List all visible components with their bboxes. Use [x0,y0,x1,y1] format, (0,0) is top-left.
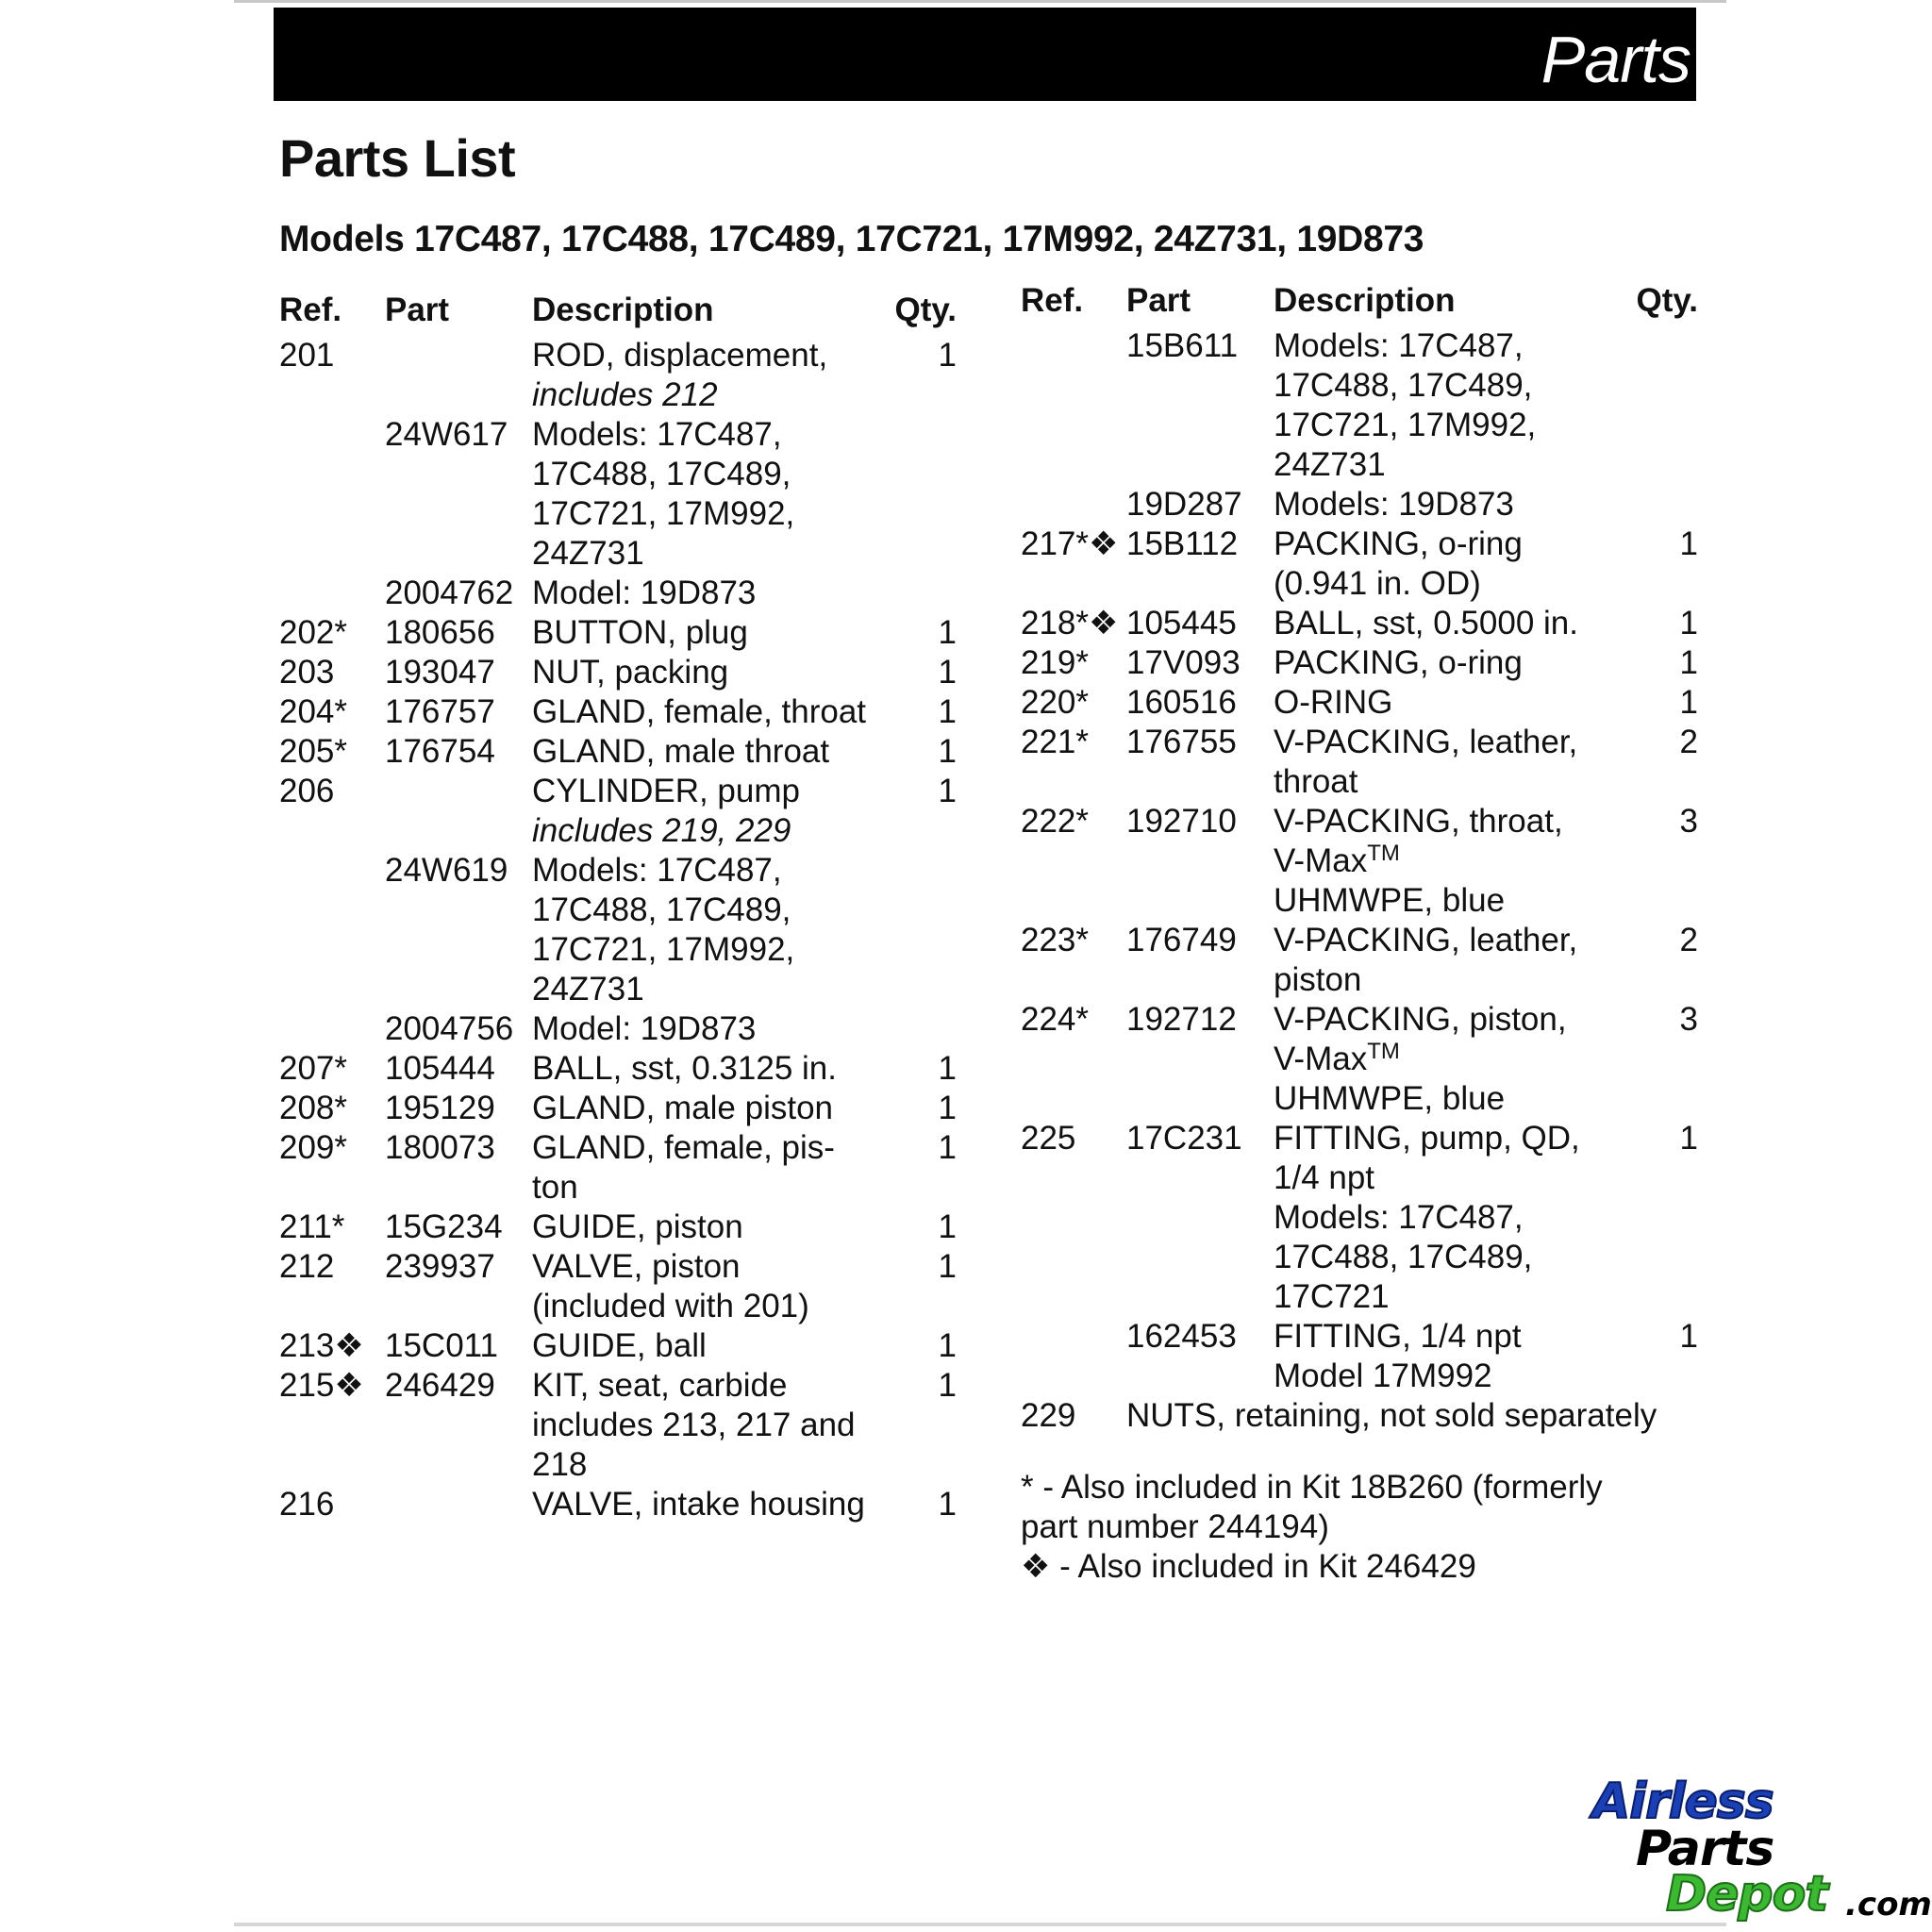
qty-cell [881,415,957,574]
qty-cell: 1 [1679,684,1698,721]
description-cell [532,336,881,415]
logo-word-com: .com [1845,1886,1932,1924]
ref-cell: 204* [279,693,348,730]
description-cell [532,692,881,732]
description-cell [1274,723,1623,802]
table-row [1021,1119,1700,1317]
description-line: PACKING, o-ring [1274,525,1523,562]
part-number-cell: 176757 [385,693,495,730]
qty-cell: 3 [1679,1001,1698,1038]
description-line: BALL, sst, 0.3125 in. [532,1050,837,1087]
ref-cell: 216 [279,1486,335,1523]
ref-cell [1021,1317,1126,1396]
airless-parts-depot-logo [1589,1774,1932,1924]
logo-word-parts: Parts [1636,1821,1774,1877]
description-cell [1274,921,1623,1000]
part-number-cell: 24W617 [385,416,508,453]
description-cell [1274,643,1623,683]
description-cell [532,1247,881,1326]
logo-word-airless: Airless [1592,1774,1774,1830]
part-number-cell: 160516 [1126,684,1237,721]
part-number-cell: 180656 [385,614,495,651]
description-line: VALVE, piston [532,1248,741,1285]
table-row [1021,1000,1700,1119]
table-row [279,1326,958,1366]
description-line: UHMWPE, blue [1274,882,1506,919]
description-line: UHMWPE, blue [1274,1080,1506,1117]
part-number-cell: 162453 [1126,1318,1237,1355]
qty-cell [881,1009,957,1049]
qty-cell [881,851,957,1009]
header-qty: Qty. [894,291,957,328]
part-number-cell: 15G234 [385,1208,503,1245]
part-number-cell: 15C011 [385,1327,499,1364]
qty-cell: 1 [938,654,957,691]
description-cell [532,772,881,851]
description-line: 17C488, 17C489, [1274,367,1533,404]
ref-cell: 209* [279,1129,348,1166]
parts-table-left [279,291,958,1524]
table-row [279,1208,958,1247]
table-body-right [1021,326,1700,1436]
qty-cell [881,574,957,613]
description-line: 17C488, 17C489, [1274,1239,1533,1275]
qty-cell: 1 [938,1090,957,1126]
header-qty: Qty. [1636,282,1698,319]
part-number-cell: 17C231 [1126,1120,1242,1157]
ref-cell: 213❖ [279,1327,364,1364]
ref-cell: 222* [1021,803,1090,840]
part-number-cell: 176755 [1126,724,1237,760]
part-number-cell: 24W619 [385,852,508,889]
description-line: 17C721, 17M992, [532,495,795,532]
qty-cell [1623,485,1698,525]
description-cell [1274,683,1623,723]
description-cell [532,1009,881,1049]
table-row [279,1485,958,1524]
description-line: GUIDE, piston [532,1208,743,1245]
ref-cell: 212 [279,1248,335,1285]
qty-cell: 1 [938,693,957,730]
table-row [1021,604,1700,643]
banner-title: Parts [1541,23,1690,96]
table-row [279,1009,958,1049]
description-line: 17C488, 17C489, [532,456,791,492]
table-row [1021,723,1700,802]
table-header [279,291,958,336]
description-cell [532,1366,881,1485]
ref-cell [1021,485,1126,525]
footnote-line: part number 244194) [1021,1508,1329,1545]
description-line: (0.941 in. OD) [1274,565,1481,602]
ref-cell: 224* [1021,1001,1090,1038]
description-line: 24Z731 [1274,446,1386,483]
qty-cell: 1 [938,773,957,809]
ref-cell [279,415,385,574]
table-header [1021,281,1700,326]
description-cell [1274,1119,1623,1317]
description-line: Model: 19D873 [532,1010,757,1047]
table-row [279,1089,958,1128]
ref-cell: 229 [1021,1397,1076,1434]
description-line: V-Max™ [1274,841,1400,879]
table-row [1021,921,1700,1000]
description-cell [1274,1317,1623,1396]
table-row [279,772,958,851]
description-line: V-PACKING, leather, [1274,724,1578,760]
part-number-cell [385,1485,532,1524]
description-line: ton [532,1169,578,1206]
logo-word-depot: Depot [1666,1866,1828,1923]
qty-cell: 1 [938,1129,957,1166]
page-title: Parts List [279,128,516,188]
description-line: GLAND, female, throat [532,693,867,730]
qty-cell [1623,326,1698,485]
ref-cell [279,1009,385,1049]
description-line: Models: 17C487, [532,852,782,889]
description-cell [1274,326,1623,485]
description-cell: NUTS, retaining, not sold separately [1126,1397,1657,1434]
description-line: Models: 17C487, [1274,1199,1524,1236]
table-row [279,732,958,772]
qty-cell: 1 [938,1050,957,1087]
ref-cell: 207* [279,1050,348,1087]
description-line: NUT, packing [532,654,729,691]
table-row [279,653,958,692]
description-line: V-PACKING, piston, [1274,1001,1567,1038]
description-line: Model 17M992 [1274,1357,1492,1394]
ref-cell [279,851,385,1009]
description-line: Models: 19D873 [1274,486,1514,523]
table-row [279,1366,958,1485]
description-cell [532,1485,881,1524]
description-line: 218 [532,1446,588,1483]
description-line: 1/4 npt [1274,1159,1375,1196]
description-cell [532,1128,881,1208]
part-number-cell: 192710 [1126,803,1237,840]
table-row [1021,1396,1700,1436]
part-number-cell: 105445 [1126,605,1237,641]
description-cell [532,1089,881,1128]
description-line: (included with 201) [532,1288,809,1324]
ref-cell: 219* [1021,644,1090,681]
qty-cell: 1 [938,614,957,651]
description-line: V-PACKING, leather, [1274,922,1578,958]
part-number-cell: 19D287 [1126,486,1242,523]
ref-cell: 205* [279,733,348,770]
qty-cell: 1 [938,1208,957,1245]
description-line: 24Z731 [532,535,644,572]
section-banner [274,8,1696,101]
description-cell [532,1326,881,1366]
description-line: piston [1274,961,1362,998]
description-line: GUIDE, ball [532,1327,707,1364]
qty-cell: 1 [938,1327,957,1364]
qty-cell: 2 [1679,724,1698,760]
description-line: FITTING, pump, QD, [1274,1120,1580,1157]
ref-cell: 221* [1021,724,1090,760]
table-row [279,1128,958,1208]
description-line: V-PACKING, throat, [1274,803,1563,840]
description-line: includes 213, 217 and [532,1407,856,1443]
table-row [279,336,958,415]
description-cell [1274,1000,1623,1119]
qty-cell: 1 [1679,1120,1698,1157]
ref-cell: 211* [279,1208,345,1245]
description-cell [532,1208,881,1247]
description-cell [532,851,881,1009]
part-number-cell [385,336,532,415]
part-number-cell: 195129 [385,1090,495,1126]
part-number-cell: 176754 [385,733,495,770]
description-cell [532,732,881,772]
description-line: 17C488, 17C489, [532,891,791,928]
qty-cell: 3 [1679,803,1698,840]
qty-cell: 1 [938,733,957,770]
table-row [279,1247,958,1326]
description-cell [532,653,881,692]
description-line: CYLINDER, pump [532,773,800,809]
table-row [1021,802,1700,921]
description-line: FITTING, 1/4 npt [1274,1318,1522,1355]
description-line: throat [1274,763,1358,800]
top-rule [234,0,1726,3]
description-cell [1274,485,1623,525]
description-line: GLAND, female, pis- [532,1129,835,1166]
models-subtitle: Models 17C487, 17C488, 17C489, 17C721, 17M992, 24Z731, 19D873 [279,219,1424,259]
description-note: includes 212 [532,376,718,413]
table-row [1021,1317,1700,1396]
ref-cell: 217*❖ [1021,525,1119,562]
description-line: V-Max™ [1274,1039,1400,1077]
ref-cell: 225 [1021,1120,1076,1157]
description-line: KIT, seat, carbide [532,1367,788,1404]
ref-cell [1021,326,1126,485]
description-line: ROD, displacement, [532,337,828,374]
part-number-cell: 105444 [385,1050,495,1087]
part-number-cell: 2004756 [385,1010,514,1047]
ref-cell [279,574,385,613]
ref-cell: 223* [1021,922,1090,958]
description-line: 24Z731 [532,971,644,1008]
ref-cell: 218*❖ [1021,605,1119,641]
description-cell [532,574,881,613]
table-row [279,1049,958,1089]
qty-cell: 2 [1679,922,1698,958]
part-number-cell: 192712 [1126,1001,1237,1038]
header-ref: Ref. [279,291,342,328]
description-line: 17C721, 17M992, [1274,407,1537,443]
ref-cell: 220* [1021,684,1090,721]
qty-cell: 1 [938,1486,957,1523]
qty-cell: 1 [1679,644,1698,681]
description-line: O-RING [1274,684,1393,721]
qty-cell: 1 [938,1248,957,1285]
description-cell [1274,802,1623,921]
description-line: Model: 19D873 [532,575,757,611]
ref-cell: 215❖ [279,1367,364,1404]
trademark-superscript: TM [1367,1039,1400,1064]
description-line: 17C721 [1274,1278,1390,1315]
description-line: Models: 17C487, [1274,327,1524,364]
table-row [279,415,958,574]
footnotes [1021,1468,1700,1587]
table-row [1021,326,1700,485]
description-line: BUTTON, plug [532,614,748,651]
part-number-cell: 193047 [385,654,495,691]
bottom-rule [234,1923,1726,1926]
description-cell [1274,525,1623,604]
header-part: Part [1126,282,1191,319]
description-cell [532,1049,881,1089]
description-line: Models: 17C487, [532,416,782,453]
ref-cell: 208* [279,1090,348,1126]
part-number-cell: 180073 [385,1129,495,1166]
header-part: Part [385,291,450,328]
table-body-left [279,336,958,1524]
part-number-cell: 2004762 [385,575,514,611]
part-number-cell: 246429 [385,1367,495,1404]
qty-cell: 1 [1679,1318,1698,1355]
part-number-cell: 15B611 [1126,327,1239,364]
footnote-line: ❖ - Also included in Kit 246429 [1021,1548,1476,1585]
part-number-cell [385,772,532,851]
table-row [1021,643,1700,683]
ref-cell: 206 [279,773,335,809]
description-line: GLAND, male piston [532,1090,834,1126]
table-row [279,692,958,732]
table-row [1021,525,1700,604]
footnote-line: * - Also included in Kit 18B260 (formerly [1021,1469,1603,1506]
header-ref: Ref. [1021,282,1084,319]
header-description: Description [1274,282,1456,319]
qty-cell: 1 [1679,605,1698,641]
ref-cell: 201 [279,337,335,374]
description-cell [532,415,881,574]
description-cell [532,613,881,653]
qty-cell: 1 [1679,525,1698,562]
description-line: VALVE, intake housing [532,1486,865,1523]
table-row [279,613,958,653]
trademark-superscript: TM [1367,841,1400,866]
ref-cell: 203 [279,654,335,691]
description-cell [1274,604,1623,643]
ref-cell: 202* [279,614,348,651]
table-row [1021,683,1700,723]
table-row [1021,485,1700,525]
description-line: GLAND, male throat [532,733,830,770]
table-row [279,574,958,613]
parts-table-right [1021,281,1700,1587]
part-number-cell: 17V093 [1126,644,1241,681]
qty-cell: 1 [938,1367,957,1404]
qty-cell: 1 [938,337,957,374]
part-number-cell: 15B112 [1126,525,1239,562]
part-number-cell: 239937 [385,1248,495,1285]
table-row [279,851,958,1009]
part-number-cell: 176749 [1126,922,1237,958]
description-note: includes 219, 229 [532,812,791,849]
header-description: Description [532,291,714,328]
description-line: BALL, sst, 0.5000 in. [1274,605,1578,641]
description-line: PACKING, o-ring [1274,644,1523,681]
description-line: 17C721, 17M992, [532,931,795,968]
